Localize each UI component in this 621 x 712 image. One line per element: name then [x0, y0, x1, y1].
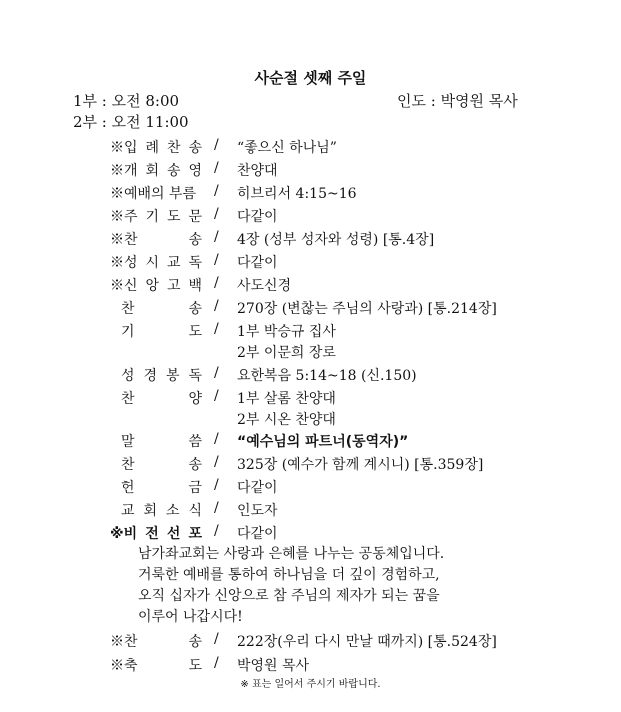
order-item-label-char: 씀	[188, 434, 202, 450]
order-row	[0, 252, 621, 274]
order-separator: /	[214, 206, 219, 222]
order-item-content: 히브리서 4:15~16	[237, 186, 357, 202]
order-item-label	[121, 500, 202, 520]
order-item-label-char: 금	[188, 480, 202, 496]
order-separator: /	[214, 500, 219, 516]
order-item-label	[121, 321, 202, 341]
order-item-label-char: 문	[188, 209, 202, 225]
order-item-label-char: 도	[188, 658, 202, 674]
order-separator: /	[214, 365, 219, 381]
order-item-label-char: 말	[121, 434, 135, 450]
order-item-content: 요한복음 5:14~18 (신.150)	[237, 368, 417, 384]
order-item-label	[121, 477, 202, 497]
order-item-label-char: 독	[188, 368, 202, 384]
order-item-label-char: 교	[121, 503, 135, 519]
order-item-label-char: 백	[188, 278, 202, 294]
order-row	[0, 655, 621, 677]
order-item-label-char: 도	[166, 209, 181, 225]
order-item-label-char: 봉	[165, 368, 180, 384]
order-item-label-char: 송	[188, 301, 202, 317]
worship-leader: 인도 : 박영원 목사	[397, 92, 518, 110]
order-item-label	[121, 454, 202, 474]
order-item-content: 찬양대	[237, 163, 278, 179]
order-item-label	[110, 229, 202, 249]
order-separator: /	[214, 275, 219, 291]
order-item-label-char: 영	[188, 163, 202, 179]
order-row	[0, 160, 621, 182]
order-item-label-char: ※축	[110, 658, 138, 674]
order-separator: /	[214, 523, 219, 539]
order-item-content: 다같이	[237, 209, 278, 225]
order-item-content: 박영원 목사	[237, 658, 310, 674]
order-item-label-char: 송	[188, 140, 202, 156]
order-item-content: 다같이	[237, 255, 278, 271]
order-row	[0, 523, 621, 545]
order-item-label-char: 찬	[166, 140, 181, 156]
order-separator: /	[214, 431, 219, 447]
order-row	[0, 275, 621, 297]
order-item-content: 1부 살롬 찬양대	[237, 391, 336, 407]
order-item-label	[110, 206, 202, 226]
order-separator: /	[214, 137, 219, 153]
order-row	[0, 206, 621, 228]
order-item-label-char: 회	[143, 503, 158, 519]
order-item-label-char: 양	[188, 391, 202, 407]
order-item-label-char: 성	[121, 368, 135, 384]
order-item-label-char: ※신	[110, 278, 138, 294]
order-row	[0, 137, 621, 159]
vision-line: 오직 십자가 신앙으로 참 주님의 제자가 되는 꿈을	[138, 588, 440, 604]
order-item-label-char: 송	[188, 232, 202, 248]
order-item-label	[110, 252, 202, 272]
order-item-label	[121, 298, 202, 318]
order-item-label-char: ※찬	[110, 232, 138, 248]
vision-line: 거룩한 예배를 통하여 하나님을 더 깊이 경험하고,	[138, 567, 440, 583]
order-item-label-char: ※예배의 부름	[110, 186, 197, 202]
order-item-label-char: 경	[143, 368, 158, 384]
order-item-content-second-line: 2부 이문희 장로	[237, 345, 336, 361]
order-item-label-char: 식	[188, 503, 202, 519]
order-item-label-char: ※찬	[110, 634, 138, 650]
order-item-label-char: 앙	[145, 278, 160, 294]
order-item-label-char: 례	[145, 140, 160, 156]
order-item-label	[121, 365, 202, 385]
order-row	[0, 477, 621, 499]
order-item-label-char: 선	[166, 526, 181, 542]
page-title: 사순절 셋째 주일	[254, 69, 367, 87]
order-row	[0, 431, 621, 453]
order-item-content: 다같이	[237, 526, 278, 542]
order-item-label-char: 포	[188, 526, 202, 542]
footnote: ※ 표는 일어서 주시기 바랍니다.	[240, 679, 381, 690]
order-item-label-char: ※성	[110, 255, 138, 271]
order-item-content-second-line: 2부 시온 찬양대	[237, 412, 336, 428]
order-item-content: 4장 (성부 성자와 성령) [통.4장]	[237, 232, 435, 248]
order-item-content: “예수님의 파트너(동역자)”	[237, 434, 409, 450]
order-separator: /	[214, 655, 219, 671]
order-item-label	[110, 655, 202, 675]
order-separator: /	[214, 298, 219, 314]
order-item-label-char: ※개	[110, 163, 138, 179]
order-item-content: “좋으신 하나님”	[237, 140, 337, 156]
order-row	[0, 365, 621, 387]
order-item-label-char: 송	[188, 457, 202, 473]
order-separator: /	[214, 160, 219, 176]
order-separator: /	[214, 321, 219, 337]
order-item-label-char: 시	[145, 255, 160, 271]
order-item-label-char: 도	[188, 324, 202, 340]
vision-line: 이루어 나갑시다!	[138, 609, 243, 625]
order-row	[0, 631, 621, 653]
order-separator: /	[214, 183, 219, 199]
order-item-label-char: 헌	[121, 480, 135, 496]
order-item-label	[121, 388, 202, 408]
order-separator: /	[214, 631, 219, 647]
order-separator: /	[214, 477, 219, 493]
order-separator: /	[214, 454, 219, 470]
order-item-label-char: ※비	[110, 526, 138, 542]
order-item-label	[121, 431, 202, 451]
order-item-label-char: 회	[145, 163, 160, 179]
order-row	[0, 298, 621, 320]
order-item-content: 사도신경	[237, 278, 292, 294]
order-separator: /	[214, 229, 219, 245]
order-item-label-char: 기	[145, 209, 160, 225]
order-item-content: 1부 박승규 집사	[237, 324, 336, 340]
order-separator: /	[214, 252, 219, 268]
order-row	[0, 321, 621, 343]
order-row	[0, 388, 621, 410]
order-item-label	[110, 137, 202, 157]
order-item-label-char: 전	[145, 526, 159, 542]
service-time-1: 1부 : 오전 8:00	[73, 92, 180, 110]
order-item-label-char: 송	[188, 634, 202, 650]
vision-line: 남가좌교회는 사랑과 은혜를 나누는 공동체입니다.	[138, 546, 445, 562]
order-item-label	[110, 631, 202, 651]
order-row	[0, 183, 621, 205]
order-item-label-char: 고	[166, 278, 181, 294]
order-item-content: 다같이	[237, 480, 278, 496]
order-item-label-char: 기	[121, 324, 135, 340]
order-item-label-char: 찬	[121, 457, 135, 473]
order-row	[0, 500, 621, 522]
service-time-2: 2부 : 오전 11:00	[73, 113, 189, 131]
order-item-label-char: 찬	[121, 391, 135, 407]
order-separator: /	[214, 388, 219, 404]
order-item-content: 인도자	[237, 503, 278, 519]
order-item-content: 325장 (예수가 함께 계시니) [통.359장]	[237, 457, 484, 473]
order-item-label	[110, 160, 202, 180]
order-item-label	[110, 275, 202, 295]
order-item-label-char: 찬	[121, 301, 135, 317]
order-item-label-char: 소	[165, 503, 180, 519]
order-item-label-char: ※주	[110, 209, 138, 225]
order-item-label	[110, 183, 202, 203]
order-row	[0, 454, 621, 476]
order-item-label-char: 교	[166, 255, 181, 271]
order-item-label-char: 송	[166, 163, 181, 179]
order-item-label	[110, 523, 202, 543]
order-row	[0, 229, 621, 251]
order-item-content: 222장(우리 다시 만날 때까지) [통.524장]	[237, 634, 497, 650]
order-item-label-char: ※입	[110, 140, 138, 156]
order-item-content: 270장 (변찮는 주님의 사랑과) [통.214장]	[237, 301, 497, 317]
order-item-label-char: 독	[188, 255, 202, 271]
